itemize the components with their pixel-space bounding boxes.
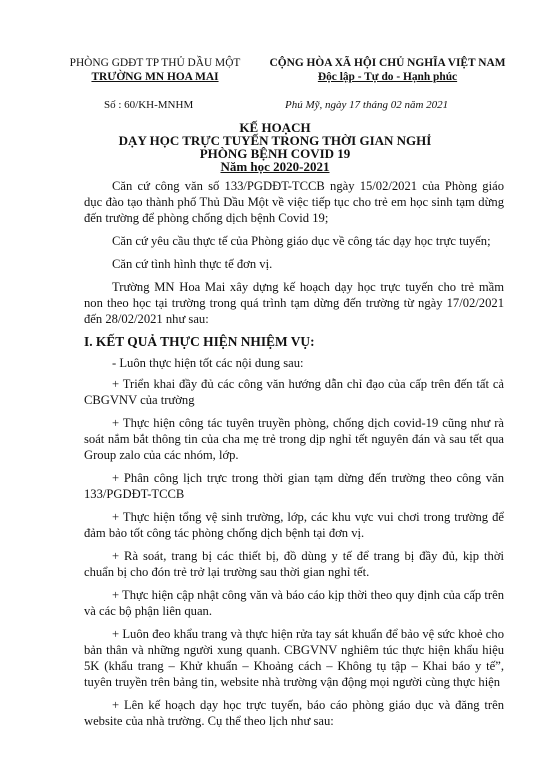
school-name: TRƯỜNG MN HOA MAI	[91, 71, 219, 83]
document-number: Số : 60/KH-MNHM	[104, 99, 194, 111]
task-item: + Triển khai đầy đủ các công văn hướng dẫn chỉ đạo của cấp trên đến tất cả CBGVNV của trường	[84, 377, 504, 407]
header-organization	[55, 56, 255, 84]
task-item: + Thực hiện cập nhật công văn và báo cáo kịp thời theo quy định của cấp trên và các bộ phận liên quan.	[84, 588, 504, 618]
school-year: Năm học 2020-2021	[220, 159, 330, 174]
task-item: + Thực hiện công tác tuyên truyền phòng, chống dịch covid-19 cũng như rà soát nắm bắt thông tin của cha mẹ trẻ trong dịp nghỉ tết nguyên đán và sau tết qua Group zalo của các nhóm, lớp.	[84, 416, 504, 462]
task-item: + Phân công lịch trực trong thời gian tạm dừng đến trường theo công văn 133/PGDĐT-TCCB	[84, 471, 504, 501]
title-line-2: DẠY HỌC TRỰC TUYẾN TRONG THỜI GIAN NGHỈ	[118, 133, 432, 148]
paragraph-plan-intro: Trường MN Hoa Mai xây dựng kế hoạch dạy học trực tuyến cho trẻ mầm non theo học tại trường trong quá trình tạm dừng đến trường từ ngày 17/02/2021 đến 28/02/2021 như sau:	[84, 280, 504, 326]
country-name: CỘNG HÒA XÃ HỘI CHỦ NGHĨA VIỆT NAM	[269, 57, 506, 69]
place-date: Phú Mỹ, ngày 17 tháng 02 năm 2021	[285, 99, 449, 111]
department-name: PHÒNG GDĐT TP THỦ DẦU MỘT	[69, 57, 241, 69]
paragraph-basis-1: Căn cứ công văn số 133/PGDĐT-TCCB ngày 15/02/2021 của Phòng giáo dục đào tạo thành phố Thủ Dầu Một về việc tiếp tục cho trẻ em học sinh tạm dừng đến trường để phòng chống dịch bệnh Covid 19;	[84, 179, 504, 225]
national-motto: Độc lập - Tự do - Hạnh phúc	[317, 71, 458, 83]
section-1-heading: I. KẾT QUẢ THỰC HIỆN NHIỆM VỤ:	[84, 334, 315, 349]
title-line-3: PHÒNG BỆNH COVID 19	[199, 146, 351, 161]
task-item: + Lên kế hoạch dạy học trực tuyến, báo cáo phòng giáo dục và đăng trên website của nhà trường. Cụ thể theo lịch như sau:	[84, 698, 504, 728]
document-title	[60, 121, 490, 173]
task-item: + Luôn đeo khẩu trang và thực hiện rửa tay sát khuẩn để bảo vệ sức khoẻ cho bản thân và những người xung quanh. CBGVNV nghiêm túc thực hiện khẩu hiệu 5K (khẩu trang – Khử khuẩn – Khoảng cách – Không tụ tập – Khai báo y tế”, tuyên truyền trên bảng tin, website nhà trường vận động mọi người cùng thực hiện	[84, 627, 504, 689]
section-1-lead: - Luôn thực hiện tốt các nội dung sau:	[112, 356, 304, 370]
task-item: + Thực hiện tổng vệ sinh trường, lớp, các khu vực vui chơi trong trường để đảm bảo tốt công tác phòng chống dịch bệnh tại đơn vị.	[84, 510, 504, 540]
task-item: + Rà soát, trang bị các thiết bị, đồ dùng y tế để trang bị đầy đủ, kịp thời chuẩn bị cho đón trẻ trở lại trường sau thời gian nghỉ tết.	[84, 549, 504, 579]
title-line-1: KẾ HOẠCH	[239, 120, 311, 135]
document-body	[84, 178, 504, 736]
header-national	[250, 56, 525, 84]
paragraph-basis-3: Căn cứ tình hình thực tế đơn vị.	[112, 257, 273, 271]
paragraph-basis-2: Căn cứ yêu cầu thực tế của Phòng giáo dục về công tác dạy học trực tuyến;	[112, 234, 491, 248]
